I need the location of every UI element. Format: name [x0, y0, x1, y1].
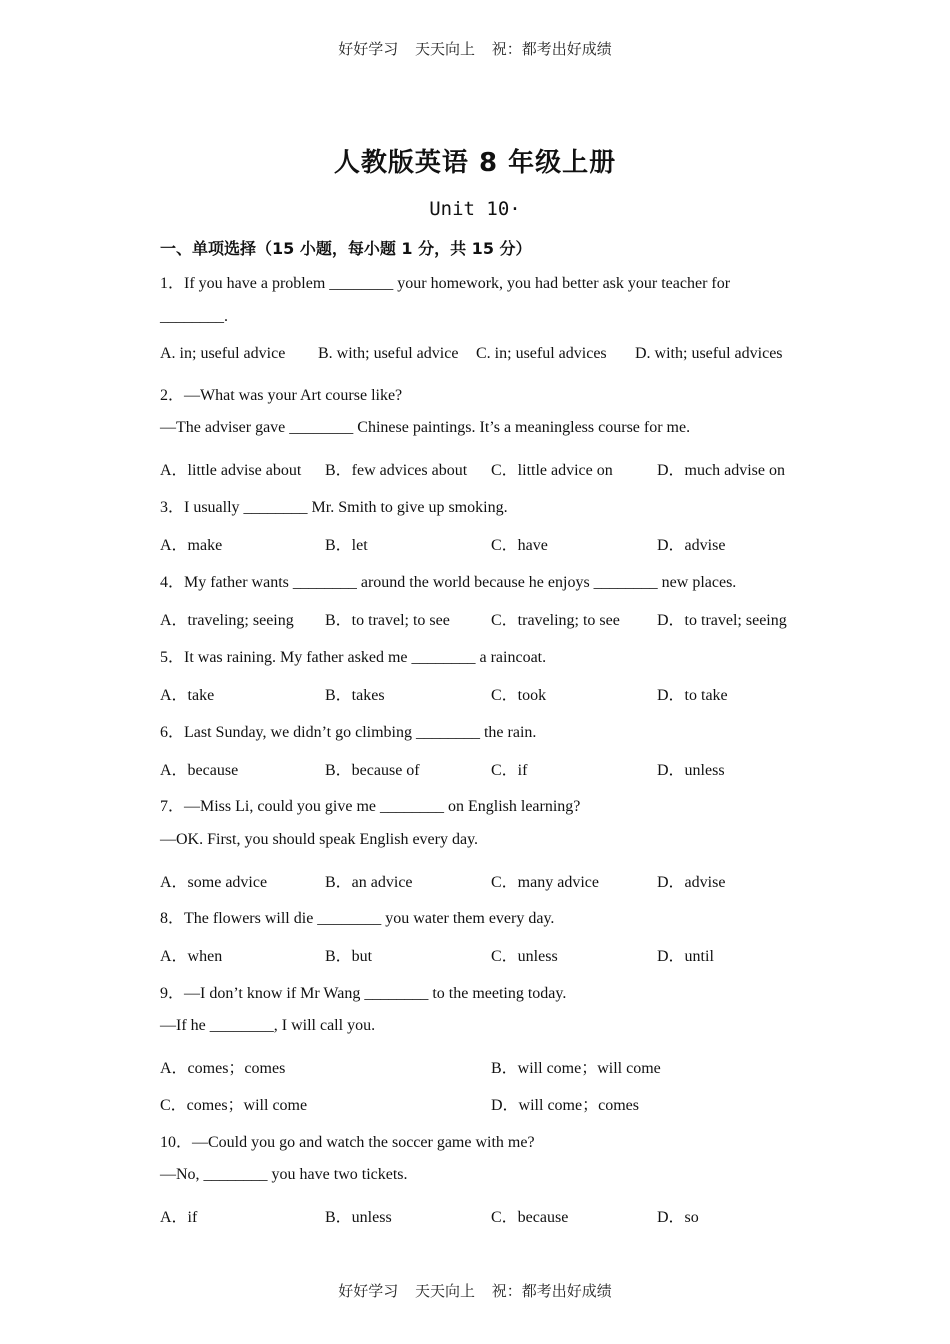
page-header [0, 38, 950, 59]
q4-option-c: C．traveling; to see [491, 612, 620, 629]
question-7-options [160, 869, 800, 891]
document-subtitle: Unit 10· [429, 198, 521, 220]
question-2-reply: —The adviser gave ________ Chinese paintings. It’s a meaningless course for me. [160, 419, 691, 436]
q4-option-a: A．traveling; seeing [160, 612, 294, 629]
q9-option-a: A．comes；comes [160, 1060, 286, 1077]
q8-option-d: D．until [657, 948, 714, 965]
footer-text-1: 好好学习 [338, 1282, 399, 1300]
document-title: 人教版英语 8 年级上册 [333, 148, 617, 178]
q2-option-c: C．little advice on [491, 462, 613, 479]
q10-option-a: A．if [160, 1209, 198, 1226]
question-2-options [160, 457, 800, 479]
q3-option-d: D．advise [657, 537, 726, 554]
question-10-stem: 10．—Could you go and watch the soccer game with me? [160, 1134, 535, 1151]
q3-option-a: A．make [160, 537, 223, 554]
question-9-options-row-2 [160, 1092, 800, 1114]
question-10-options [160, 1204, 800, 1226]
q10-option-b: B．unless [325, 1209, 392, 1226]
q5-option-d: D．to take [657, 687, 728, 704]
question-9-stem: 9．—I don’t know if Mr Wang ________ to the meeting today. [160, 985, 567, 1002]
footer-text-2: 天天向上 [414, 1282, 475, 1300]
q2-option-b: B．few advices about [325, 462, 468, 479]
q6-option-a: A．because [160, 762, 239, 779]
question-9-options-row-1 [160, 1055, 800, 1077]
q7-option-c: C．many advice [491, 874, 599, 891]
question-5-options [160, 682, 800, 704]
question-8-options [160, 943, 800, 965]
section-heading: 一、单项选择（15 小题，每小题 1 分，共 15 分） [160, 239, 532, 258]
q5-option-c: C．took [491, 687, 547, 704]
question-6-options [160, 757, 800, 779]
q1-option-c: C. in; useful advices [476, 345, 607, 362]
question-6-stem: 6．Last Sunday, we didn’t go climbing ________ the rain. [160, 724, 537, 741]
q3-option-b: B．let [325, 537, 368, 554]
q8-option-a: A．when [160, 948, 223, 965]
q10-option-c: C．because [491, 1209, 569, 1226]
q6-option-c: C．if [491, 762, 528, 779]
q7-option-b: B．an advice [325, 874, 413, 891]
q1-option-a: A. in; useful advice [160, 345, 286, 362]
question-2-stem: 2．—What was your Art course like? [160, 387, 403, 404]
q10-option-d: D．so [657, 1209, 699, 1226]
footer-text-3: 祝：都考出好成绩 [491, 1282, 612, 1300]
q7-option-a: A．some advice [160, 874, 268, 891]
q4-option-b: B．to travel; to see [325, 612, 450, 629]
question-3-stem: 3．I usually ________ Mr. Smith to give up smoking. [160, 499, 508, 516]
q2-option-d: D．much advise on [657, 462, 785, 479]
header-text-1: 好好学习 [338, 40, 399, 58]
q1-option-d: D. with; useful advices [635, 345, 783, 362]
q5-option-a: A．take [160, 687, 215, 704]
q6-option-b: B．because of [325, 762, 420, 779]
q8-option-b: B．but [325, 948, 373, 965]
q9-option-b: B．will come；will come [491, 1060, 661, 1077]
q9-option-d: D．will come；comes [491, 1097, 639, 1114]
page-footer [0, 1280, 950, 1301]
q4-option-d: D．to travel; seeing [657, 612, 787, 629]
q2-option-a: A．little advise about [160, 462, 302, 479]
question-1-stem: 1．If you have a problem ________ your homework, you had better ask your teacher for [160, 275, 731, 292]
header-text-2: 天天向上 [414, 40, 475, 58]
question-7-stem: 7．—Miss Li, could you give me ________ on English learning? [160, 798, 581, 815]
question-10-reply: —No, ________ you have two tickets. [160, 1166, 408, 1183]
question-3-options [160, 532, 800, 554]
question-7-reply: —OK. First, you should speak English every day. [160, 831, 479, 848]
question-4-options [160, 607, 800, 629]
q5-option-b: B．takes [325, 687, 385, 704]
question-8-stem: 8．The flowers will die ________ you water them every day. [160, 910, 555, 927]
question-1-options [160, 345, 800, 367]
header-text-3: 祝：都考出好成绩 [491, 40, 612, 58]
q8-option-c: C．unless [491, 948, 558, 965]
q7-option-d: D．advise [657, 874, 726, 891]
question-5-stem: 5．It was raining. My father asked me ________ a raincoat. [160, 649, 547, 666]
question-4-stem: 4．My father wants ________ around the world because he enjoys ________ new places. [160, 574, 737, 591]
q9-option-c: C．comes；will come [160, 1097, 308, 1114]
question-9-reply: —If he ________, I will call you. [160, 1017, 376, 1034]
question-1-stem-continued: ________. [160, 308, 228, 325]
q6-option-d: D．unless [657, 762, 725, 779]
q3-option-c: C．have [491, 537, 548, 554]
q1-option-b: B. with; useful advice [318, 345, 459, 362]
